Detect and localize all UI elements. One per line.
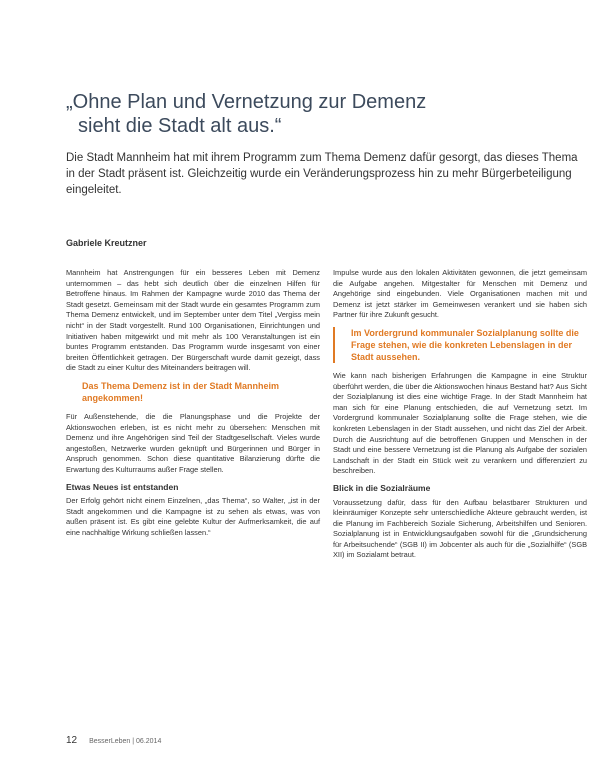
left-subheading-1: Das Thema Demenz ist in der Stadt Mannheim angekommen!: [82, 380, 280, 403]
right-subheading-1: Blick in die Sozialräume: [333, 482, 431, 493]
title-line-1: „Ohne Plan und Vernetzung zur Demenz: [66, 91, 427, 113]
left-paragraph-3: Der Erfolg gehört nicht einem Einzelnen, „das Thema“, so Walter, „ist in der Stadt angekommen und die Kampagne ist zu sehen als etwas, was von außen präsent ist. Es gibt eine gelebte Kultur der Aufmerksamkeit, die auf eine nachhaltige Wirkung schließen lassen.“: [66, 496, 320, 537]
right-column: [333, 268, 587, 567]
right-paragraph-2: Wie kann nach bisherigen Erfahrungen die Kampagne in eine Struktur überführt werden, die über die Aktionswochen hinaus Bestand hat? Aus Sicht der Sozialplanung ist dies eine wichtige Frage. In der Stadt Mannheim hat man sich für eine Planung entschieden, die auf Vernetzung setzt. Im Vordergrund kommunaler Sozialplanung sollte die Frage stehen, wie die konkreten Lebenslagen in der Stadt aussehen, und nicht das Ziel der Arbeit. Durch die Ausrichtung auf die betroffenen Gruppen und Menschen in der Stadt und eine bessere Vernetzung ist die Planung als Aufgabe der sozialen Landschaft in der Stadt ein Stück weit zu verankern und differenziert zu beschreiben.: [333, 370, 587, 476]
lead-paragraph: Die Stadt Mannheim hat mit ihrem Programm zum Thema Demenz dafür gesorgt, das dieses Thema in der Stadt präsent ist. Gleichzeitig wurde ein Veränderungsprozess hin zu mehr Bürgerbeteiligung eingeleitet.: [66, 152, 578, 196]
title-line-2: sieht die Stadt alt aus.“: [78, 115, 282, 137]
right-paragraph-3: Voraussetzung dafür, dass für den Aufbau belastbarer Strukturen und kleinräumiger Konzepte sehr unterschiedliche Akteure gebraucht werden, ist die Planung im Fachbereich Soziale Sicherung, Arbeitshilfen und Senioren. Sozialplanung ist in Entwicklungsaufgaben sowohl für die „Grundsicherung für Arbeitsuchende“ (SGB II) im Jobcenter als auch für die „Sozialhilfe“ (SGB XII) im Sozialamt betraut.: [333, 497, 587, 560]
author-name: Gabriele Kreutzner: [66, 238, 147, 248]
left-subheading-2: Etwas Neues ist entstanden: [66, 481, 179, 492]
page-number: 12: [66, 735, 78, 746]
left-paragraph-2: Für Außenstehende, die die Planungsphase und die Projekte der Aktionswochen erleben, ist es nicht mehr zu übersehen: Menschen mit Demenz und ihre Angehörigen sind Teil der Stadtgesellschaft. Vieles wurde angestoßen, Netzwerke wurden geknüpft und Bürgerinnen und Bürger in Anspruch genommen. Schon diese quantitative Bilanzierung dürfte die Erwartung des Kulturraums außer Frage stellen.: [66, 411, 320, 474]
left-column: [66, 268, 320, 544]
pull-quote: Im Vordergrund kommunaler Sozialplanung sollte die Frage stehen, wie die konkreten Lebenslagen in der Stadt aussehen.: [333, 327, 587, 363]
left-paragraph-1: Mannheim hat Anstrengungen für ein besseres Leben mit Demenz unternommen – das hebt sich deutlich über die einzelnen Hilfen für Betroffene hinaus. Im Rahmen der Kampagne wurde 2010 das Thema der Stadt gesetzt. Gemeinsam mit der Stadt wurde ein gesamtes Programm zum Thema Demenz entwickelt, und im September unter dem Titel „Vergiss mein nicht“ in der Stadt vorgestellt. Rund 100 Organisationen, Einrichtungen und Initiativen haben mitgewirkt und mit mehr als 100 Veranstaltungen ist ein buntes Programm entstanden. Das Programm wurde insgesamt von einer breiten Öffentlichkeit getragen. Der Bürgerschaft wurde damit gezeigt, dass die Stadt zu einer Kultur des Miteinanders beitragen will.: [66, 268, 320, 373]
publication-info: BesserLeben | 06.2014: [89, 738, 162, 745]
page-footer: [66, 735, 161, 746]
right-paragraph-1: Impulse wurde aus den lokalen Aktivitäten gewonnen, die jetzt gemeinsam die Aufgabe angehen. Mitgestalter für Menschen mit Demenz und Angehörige sind eingebunden. Viele Organisationen machen mit und Demenz ist jetzt stärker im Gemeinwesen verankert und sie haben sich Partner für ihre Zukunft gesucht.: [333, 268, 587, 320]
page-title: [66, 90, 546, 138]
